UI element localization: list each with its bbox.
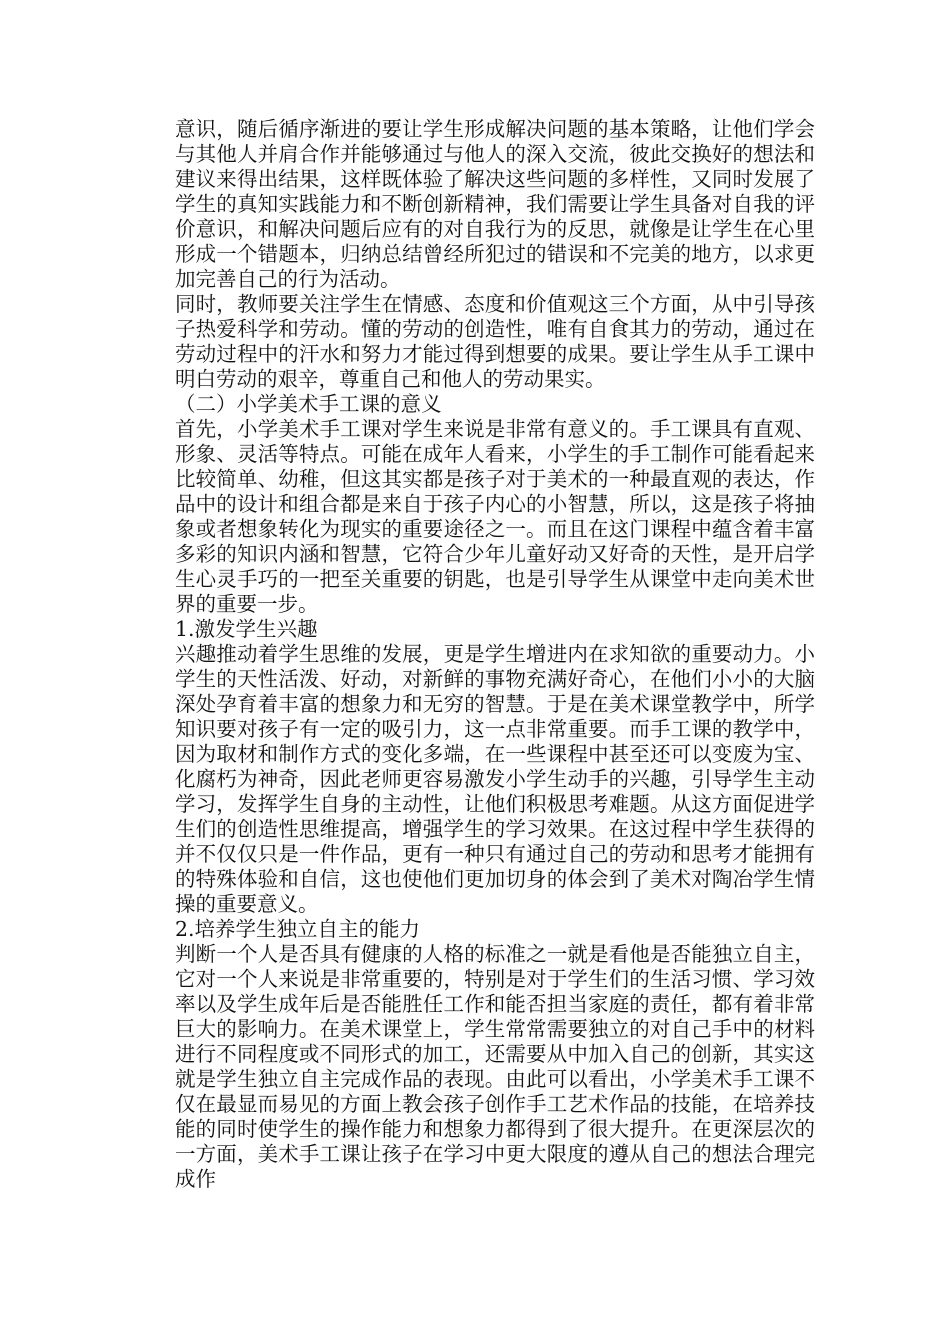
paragraph-problem-solving-strategy: 意识，随后循序渐进的要让学生形成解决问题的基本策略，让他们学会与其他人并肩合作并能够通过与他人的深入交流，彼此交换好的想法和建议来得出结果，这样既体验了解决这些问题的多样性，又同时发展了学生的真知实践能力和不断创新精神，我们需要让学生具备对自我的评价意识，和解决问题后应有的对自我行为的反思，就像是让学生在心里形成一个错题本，归纳总结曾经所犯过的错误和不完美的地方，以求更加完善自己的行为活动。 [175, 117, 815, 291]
paragraph-independence: 判断一个人是否具有健康的人格的标准之一就是看他是否能独立自主，它对一个人来说是非常重要的，特别是对于学生们的生活习惯、学习效率以及学生成年后是否能胜任工作和能否担当家庭的责任，都有着非常巨大的影响力。在美术课堂上，学生常常需要独立的对自己手中的材料进行不同程度或不同形式的加工，还需要从中加入自己的创新，其实这就是学生独立自主完成作品的表现。由此可以看出，小学美术手工课不仅在最显而易见的方面上教会孩子创作手工艺术作品的技能，在培养技能的同时使学生的操作能力和想象力都得到了很大提升。在更深层次的一方面，美术手工课让孩子在学习中更大限度的遵从自己的想法合理完成作 [175, 942, 815, 1191]
paragraph-emotion-attitude-values: 同时，教师要关注学生在情感、态度和价值观这三个方面，从中引导孩子热爱科学和劳动。懂的劳动的创造性，唯有自食其力的劳动，通过在劳动过程中的汗水和努力才能过得到想要的成果。要让学生从手工课中明白劳动的艰辛，尊重自己和他人的劳动果实。 [175, 292, 815, 391]
subheading-independence: 2.培养学生独立自主的能力 [175, 917, 421, 941]
paragraph-stimulate-interest: 兴趣推动着学生思维的发展，更是学生增进内在求知欲的重要动力。小学生的天性活泼、好动，对新鲜的事物充满好奇心，在他们小小的大脑深处孕育着丰富的想象力和无穷的智慧。于是在美术课堂教学中，所学知识要对孩子有一定的吸引力，这一点非常重要。而手工课的教学中，因为取材和制作方式的变化多端，在一些课程中甚至还可以变废为宝、化腐朽为神奇，因此老师更容易激发小学生动手的兴趣，引导学生主动学习，发挥学生自身的主动性，让他们积极思考难题。从这方面促进学生们的创造性思维提高，增强学生的学习效果。在这过程中学生获得的并不仅仅只是一件作品，更有一种只有通过自己的劳动和思考才能拥有的特殊体验和自信，这也使他们更加切身的体会到了美术对陶冶学生情操的重要意义。 [175, 642, 815, 916]
document-page [175, 117, 815, 1192]
section-heading-significance: （二）小学美术手工课的意义 [175, 392, 442, 416]
paragraph-significance-intro: 首先，小学美术手工课对学生来说是非常有意义的。手工课具有直观、形象、灵活等特点。可能在成年人看来，小学生的手工制作可能看起来比较简单、幼稚，但这其实都是孩子对于美术的一种最直观的表达，作品中的设计和组合都是来自于孩子内心的小智慧，所以，这是孩子将抽象或者想象转化为现实的重要途径之一。而且在这门课程中蕴含着丰富多彩的知识内涵和智慧，它符合少年儿童好动又好奇的天性，是开启学生心灵手巧的一把至关重要的钥匙，也是引导学生从课堂中走向美术世界的重要一步。 [175, 417, 815, 616]
subheading-stimulate-interest: 1.激发学生兴趣 [175, 617, 318, 641]
